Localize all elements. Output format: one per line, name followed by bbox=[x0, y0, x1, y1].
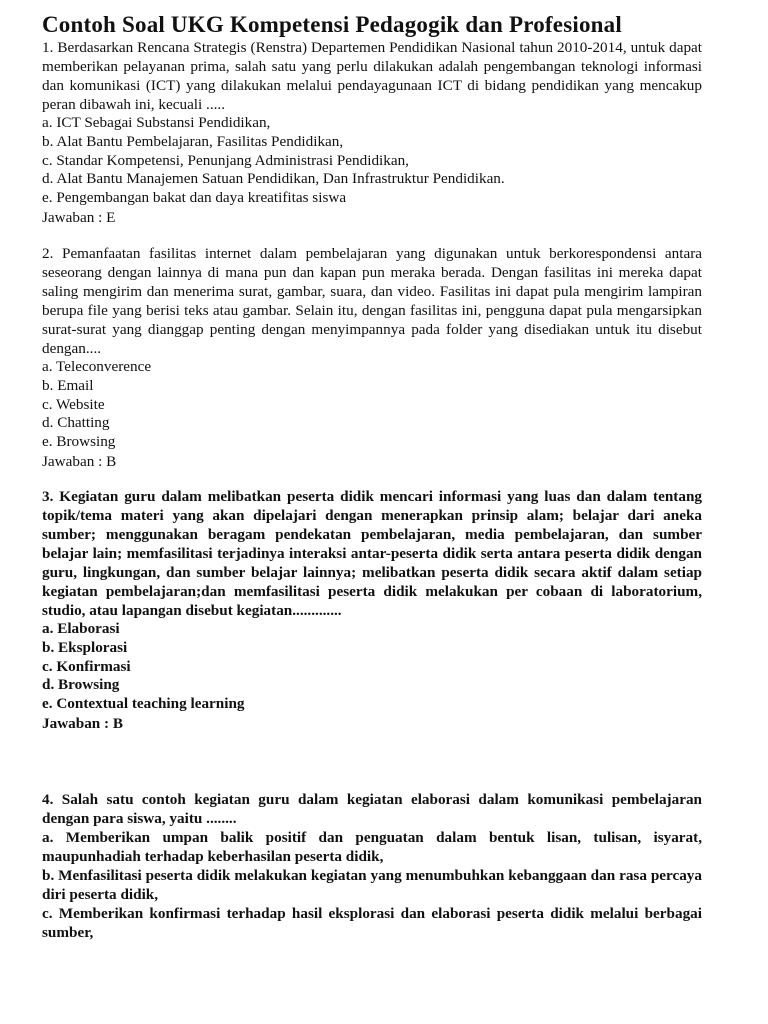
question-1-option-c: c. Standar Kompetensi, Penunjang Administrasi Pendidikan, bbox=[42, 151, 409, 169]
question-3-answer: Jawaban : B bbox=[42, 714, 124, 732]
question-3-stem: 3. Kegiatan guru dalam melibatkan peserta didik mencari informasi yang luas dan dalam tentang topik/tema materi yang akan dipelajari dengan menerapkan prinsip alam; belajar dari aneka sumber; menggunakan beragam pendekatan pembelajaran, media pembelajaran, dan sumber belajar lain; memfasilitasi terjadinya interaksi antar-peserta didik serta antara peserta didik dengan guru, lingkungan, dan sumber belajar lainnya; melibatkan peserta didik secara aktif dalam setiap kegiatan pembelajaran;dan memfasilitasi peserta didik melakukan per cobaan di laboratorium, studio, atau lapangan disebut kegiatan............. bbox=[42, 488, 702, 619]
question-4-option-c: c. Memberikan konfirmasi terhadap hasil eksplorasi dan elaborasi peserta didik melalui berbagai sumber, bbox=[42, 905, 702, 941]
question-2-stem: 2. Pemanfaatan fasilitas internet dalam pembelajaran yang digunakan untuk berkorespondensi antara seseorang dengan lainnya di mana pun dan kapan pun meraka berada. Dengan fasilitas ini mereka dapat saling mengirim dan menerima surat, gambar, suara, dan video. Fasilitas ini dapat pula mengirim lampiran berupa file yang berisi teks atau gambar. Selain itu, dengan fasilitas ini, pengguna dapat pula mengarsipkan surat-surat yang dianggap penting dengan menyimpannya pada folder yang disediakan untuk itu disebut dengan.... bbox=[42, 245, 702, 357]
question-3-option-a: a. Elaborasi bbox=[42, 620, 120, 637]
question-2-option-c: c. Website bbox=[42, 395, 105, 413]
question-3-option-c: c. Konfirmasi bbox=[42, 657, 131, 675]
question-2-option-e: e. Browsing bbox=[42, 433, 116, 451]
question-3-option-d: d. Browsing bbox=[42, 676, 120, 694]
question-2-answer: Jawaban : B bbox=[42, 452, 117, 470]
question-1-stem: 1. Berdasarkan Rencana Strategis (Renstra) Departemen Pendidikan Nasional tahun 2010-2014, untuk dapat memberikan pelayanan prima, salah satu yang perlu dilakukan adalah pengembangan teknologi informasi dan komunikasi (ICT) yang dilakukan melalui pendayagunaan ICT di bidang pendidikan yang mencakup peran dibawah ini, kecuali ..... bbox=[42, 39, 702, 113]
question-4 bbox=[42, 790, 702, 942]
question-1-option-e: e. Pengembangan bakat dan daya kreatifitas siswa bbox=[42, 189, 347, 207]
question-2-option-d: d. Chatting bbox=[42, 414, 110, 432]
document-title: Contoh Soal UKG Kompetensi Pedagogik dan Profesional bbox=[42, 12, 622, 37]
question-1-option-d: d. Alat Bantu Manajemen Satuan Pendidikan, Dan Infrastruktur Pendidikan. bbox=[42, 170, 505, 188]
question-2-option-a: a. Teleconverence bbox=[42, 358, 152, 375]
question-1-option-a: a. ICT Sebagai Substansi Pendidikan, bbox=[42, 114, 271, 131]
question-4-option-a: a. Memberikan umpan balik positif dan penguatan dalam bentuk lisan, tulisan, isyarat, maupunhadiah terhadap keberhasilan peserta didik, bbox=[42, 829, 702, 865]
question-2 bbox=[42, 244, 702, 471]
question-2-option-b: b. Email bbox=[42, 376, 94, 394]
question-3-option-b: b. Eksplorasi bbox=[42, 638, 128, 656]
question-3 bbox=[42, 487, 702, 733]
question-1-option-b: b. Alat Bantu Pembelajaran, Fasilitas Pendidikan, bbox=[42, 132, 344, 150]
question-4-stem: 4. Salah satu contoh kegiatan guru dalam kegiatan elaborasi dalam komunikasi pembelajaran dengan para siswa, yaitu ........ bbox=[42, 791, 702, 827]
question-1-answer: Jawaban : E bbox=[42, 208, 116, 226]
question-4-option-b: b. Menfasilitasi peserta didik melakukan kegiatan yang menumbuhkan kebanggaan dan rasa percaya diri peserta didik, bbox=[42, 867, 702, 903]
question-1 bbox=[42, 38, 702, 227]
question-3-option-e: e. Contextual teaching learning bbox=[42, 695, 245, 713]
